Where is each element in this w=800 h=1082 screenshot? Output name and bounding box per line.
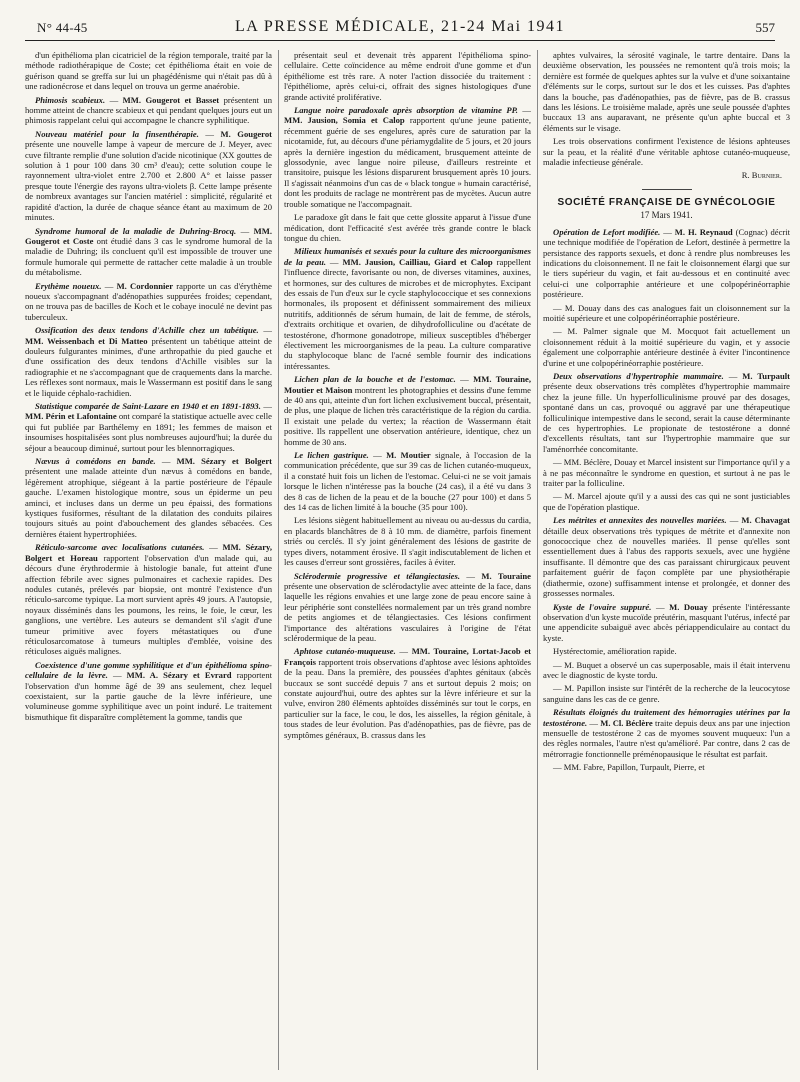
column-divider [537,50,538,1070]
article-text: présente une observation de sclérodactylie avec atteinte de la face, dans laquelle les régions envahies et une large zone de peau encore saine à leur périphérie sont constellées normalement par un très grand nombre de petits angiomes et de télangiectasies. Ces lésions confirment l'importance des altérations vasculaires à l'origine de l'état sclérodermique de la peau. [284,580,531,643]
paragraph: — M. Buquet a observé un cas superposable, mais il était intervenu avec le diagnostic de kyste tordu. [543,659,790,680]
article-entry: Syndrome humoral de la maladie de Duhring-Brocq. — MM. Gougerot et Coste ont étudié dans 3 cas le syndrome humoral de la maladie de Duhring; ils concluent qu'il est impossible de trouver une formule humorale qui permette de rattacher cette maladie à un trouble du métabolisme. [25,225,272,278]
article-title: Sclérodermie progressive et télangiectasies. [294,570,460,581]
article-text: rapportent l'observation d'un malade qui, au décours d'une érythrodermie à histologie banale, fut atteint d'une affection fébrile avec signes pulmonaires et cachexie rapides. Des nodules cutanés, prélevés par biopsie, ont montré l'existence d'un réticulo-sarcome typique. La mort survient après 49 jours. A l'autopsie, noyaux disséminés dans les poumons, les reins, le foie, le cœur, les ganglions, une vertèbre. Les auteurs se demandent s'il s'agit d'une tumeur primitive avec foyers métastatiques ou d'une réticulosarcomatose à tumeurs multiples d'emblée, voisine des réticuloses aiguës malignes. [25,552,272,657]
article-title: Résultats éloignés du traitement des hémorragies utérines par la testostérone. [543,707,790,728]
article-entry: Erythème noueux. — M. Cordonnier rapporte un cas d'érythème noueux s'accompagnant d'adénopathies suppurées froides; cependant, on ne trouva pas de bacilles de Koch et le cobaye inoculé ne devint pas tuberculeux. [25,280,272,322]
article-entry: Sclérodermie progressive et télangiectasies. — M. Touraine présente une observation de sclérodactylie avec atteinte de la face, dans laquelle les régions envahies et une large zone de peau encore saine à leur périphérie sont constellées normalement par un très grand nombre de petits angiomes et de télangiectasies. Ces lésions confirment l'importance des altérations vasculaires à l'origine de l'état sclérodermique de la peau. [284,570,531,643]
article-entry: Nouveau matériel pour la finsenthérapie. — M. Gougerot présente une nouvelle lampe à vapeur de mercure de J. Meyer, avec cuve filtrante remplie d'une solution d'acide nicotinique (XX gouttes de solution à 1 pour 100 dans 30 cm³ d'eau); cette solution coupe le rayonnement ultra-violet entre 2.700 et 2.800 A° et laisse passer presque toute l'énergie des rayons ultra-violets β. Cette lampe présente de nombreux avantages sur l'ancien matériel : simplicité, régularité et rapidité d'action, la durée de chaque séance étant au maximum de 20 minutes. [25,128,272,223]
paragraph: Les trois observations confirment l'existence de lésions aphteuses sur la peau, et la réalité d'une véritable aphtose cutanéo-muqueuse, maladie infectieuse générale. [543,136,790,168]
article-title: Aphtose cutanéo-muqueuse. [294,646,396,657]
article-entry: Lichen plan de la bouche et de l'estomac. — MM. Touraine, Moutier et Maison montrent les photographies et dessins d'une femme de 40 ans qui, atteinte d'un fort lichen exclusivement buccal, présentait, de plus, une plaque de lichen très caractéristique de la région du cardia. Il existait une pelade du vertex; la réaction de Wassermann était positive. Ils rappellent une observation antérieure, identique, chez un homme de 30 ans. [284,374,531,447]
article-text: rappellent l'influence directe, favorisante ou non, de diverses vitamines, auxines, et hormones, sur des cultures de microbes et de microphytes. Excipant des essais de l'un d'eux sur le cycle staphylococcique et ses connexions hormonales, ils proposent et définissent sommairement des milieux nutritifs, additionnés de sérum humain, de lait de femme, de stérols, d'extraits orchitique et ovarien, de dihydrofolliculine ou d'acétate de testostérone, d'hormone gonadotrope, milieux susceptibles d'héberger électivement les microorganismes de la peau. La culture comparative du staphylocoque blanc de l'acné semble fournir des indications intéressantes. [284,256,531,371]
article-authors: MM. Sézary, Bolgert et Horeau [25,542,272,563]
article-entry: Langue noire paradoxale après absorption de vitamine PP. — MM. Jausion, Somia et Calop rapportent qu'une jeune patiente, récemment guérie de ses engelures, après cure de saturation par la nicotamide, fut, au décours d'une périamygdalite de 5 jours, et 20 jours après la dernière ingestion du médicament, brusquement atteinte de glossodynie, avec langue noire pileuse, d'ailleurs restreinte et transitoire, puisque les lésions disparurent brusquement après 10 jours. Il s'agissait néanmoins d'un cas de « black tongue » humain caractérisé, dont les produits de raclage ne montrèrent pas de mycètes. Aucun autre trouble somatique ne l'accompagnait. [284,105,531,209]
article-authors: MM. Weissenbach et Di Matteo [25,335,148,346]
article-authors: M. Gougerot [220,128,272,139]
article-authors: M. Cordonnier [116,280,174,291]
issue-number: N° 44-45 [37,20,88,35]
journal-title: LA PRESSE MÉDICALE, 21-24 Mai 1941 [234,18,566,35]
article-authors: MM. Sézary et Bolgert [176,456,272,467]
article-entry: Le lichen gastrique. — M. Moutier signale, à l'occasion de la communication précédente, que sur 39 cas de lichen cutanéo-muqueux, il a constaté huit fois un lichen de l'estomac. Celui-ci ne se voit jamais lorsque le lichen n'intéresse pas la bouche (24 cas), il a été vu dans 3 des 8 cas de lichen de la peau et de la bouche (27 pour 100) et dans 5 des 14 cas de lichen limité à la bouche (35 pour 100). [284,450,531,513]
article-text: signale, à l'occasion de la communication précédente, que sur 39 cas de lichen cutanéo-muqueux, il a constaté huit fois un lichen de l'estomac. Celui-ci ne se voit jamais lorsque le lichen n'intéresse pas la bouche (24 cas), il a été vu dans 3 des 8 cas de lichen de la peau et de la bouche (27 pour 100) et dans 5 des 14 cas de lichen limité à la bouche (35 pour 100). [284,450,531,513]
article-title: Coexistence d'une gomme syphilitique et d'un épithélioma spino-cellulaire de la lèvre. [25,659,272,681]
article-title: Deux observations d'hypertrophie mammaire. [553,370,724,381]
article-authors: MM. Jausion, Somia et Calop [284,115,405,126]
article-entry: Milieux humanisés et sexués pour la culture des microorganismes de la peau. — MM. Jausion, Cailliau, Giard et Calop rappellent l'influence directe, favorisante ou non, de diverses vitamines, auxines, et hormones, sur des cultures de microbes et de microphytes. Excipant des essais de l'un d'eux sur le cycle staphylococcique et ses connexions hormonales, ils proposent et définissent sommairement des milieux nutritifs, additionnés de sérum humain, de lait de femme, de stérols, d'extraits orchitique et ovarien, de dihydrofolliculine ou d'acétate de testostérone, d'hormone gonadotrope, milieux susceptibles d'héberger électivement les microorganismes de la peau. La culture comparative du staphylocoque blanc de l'acné semble fournir des indications intéressantes. [284,246,531,371]
article-entry: Ossification des deux tendons d'Achille chez un tabétique. — MM. Weissenbach et Di Matteo présentent un tabétique atteint de douleurs fulgurantes minimes, d'une arthropathie du pied gauche et d'une ossification des deux tendons d'Achille visibles sur la radiographie et ne s'accompagnant que de craquements dans la marche. Les réflexes sont normaux, mais le Wassermann est positif dans le sang et le liquide céphalo-rachidien. [25,325,272,398]
paragraph: — M. Palmer signale que M. Mocquot fait actuellement un cloisonnement réduit à la moitié supérieure du vagin, et y associe également une colporraphie antérieure destinée à éviter l'incontinence d'urine et une colpopérinéorraphie postérieure. [543,326,790,368]
article-title: Lichen plan de la bouche et de l'estomac. [294,374,456,385]
article-authors: M. Touraine [481,570,531,581]
article-text: présente deux observations très complètes d'hypertrophie mammaire chez la jeune fille. Un hyperfolliculinisme prouvé par des dosages, spontané dans un cas, provoqué ou aggravé par une thérapeutique folliculinique intempestive dans le second, serait la cause déterminante de ces hypertrophies. Le propionate de testostérone a donné d'excellents résultats, tant sur l'hypertrophie mammaire que sur l'aménorrhée concomitante. [543,381,790,454]
article-text: traite depuis deux ans par une injection mensuelle de testostérone 2 cas de myomes souvent muqueux: l'un a des règles normales, l'autre n'est qu'amélioré. Par contre, dans 2 cas de métrorragie fonctionnelle préménopausique le résultat est parfait. [543,717,790,759]
text-columns [25,50,790,1072]
article-text: (Cognac) décrit une technique modifiée de l'opération de Lefort, destinée à permettre la persistance des rapports sexuels, et donc à rendre plus nombreuses les indications du cloisonnement. Il ne fait le cloisonnement élargi que sur le tiers supérieur du vagin, et fait au-dessous et en continuité avec celui-ci une colporraphie antérieure et une colpopérinéorraphie postérieure. [543,226,790,300]
article-entry: Statistique comparée de Saint-Lazare en 1940 et en 1891-1893. — MM. Périn et Lafontaine ont comparé la statistique actuelle avec celle qui fut publiée par Barthélemy en 1891; les femmes de maison et insoumises hospitalisées sont plus nombreuses aujourd'hui; la durée du séjour a beaucoup diminué, surtout pour les blennorragiques. [25,401,272,453]
separator-rule [642,189,692,190]
article-authors: M. H. Reynaud [674,226,733,237]
article-authors: MM. Jausion, Cailliau, Giard et Calop [342,256,493,267]
article-title: Les métrites et annexites des nouvelles mariées. [553,515,727,526]
article-title: Opération de Lefort modifiée. [553,226,661,237]
article-authors: M. Turpault [742,370,790,381]
article-title: Langue noire paradoxale après absorption de vitamine PP. [294,105,518,116]
article-authors: MM. Périn et Lafontaine [25,411,117,422]
article-title: Erythème noueux. [35,280,102,291]
paragraph: — M. Douay dans des cas analogues fait un cloisonnement sur la moitié supérieure et une colpopérinéorraphie postérieure. [543,302,790,323]
article-title: Syndrome humoral de la maladie de Duhring-Brocq. [35,225,237,236]
paragraph: présentait seul et devenait très apparent l'épithélioma spino-cellulaire. Cette coïncidence au même endroit d'une gomme et d'un épithéliome est très rare. A noter l'action dissociée du traitement : l'épithéliome, après celui-ci, offrait des signes histologiques d'une grande activité proliférative. [284,50,531,102]
article-title: Milieux humanisés et sexués pour la culture des microorganismes de la peau. [284,246,531,267]
article-entry: Coexistence d'une gomme syphilitique et d'un épithélioma spino-cellulaire de la lèvre. — MM. A. Sézary et Evrard rapportent l'observation d'un homme âgé de 39 ans seulement, chez lequel coexistaient, sur la partie gauche de la lèvre inférieure, une volumineuse gomme syphilitique avec un point induré. Le traitement bismuthique fit disparaître complètement la gomme, tandis que [25,659,272,722]
article-title: Nævus à comédons en bande. [35,456,156,467]
article-title: Le lichen gastrique. [294,450,369,461]
paragraph: Hystérectomie, amélioration rapide. [553,646,677,657]
section-heading: SOCIÉTÉ FRANÇAISE DE GYNÉCOLOGIE [557,196,776,208]
article-title: Nouveau matériel pour la finsenthérapie. [35,128,199,139]
paragraph: Le paradoxe gît dans le fait que cette glossite apparut à l'issue d'une médication, dont l'efficacité s'est avérée très grande contre le black tongue du chien. [284,212,531,243]
paragraph: — M. Papillon insiste sur l'intérêt de la recherche de la leucocytose sanguine dans les cas de ce genre. [543,683,790,704]
article-text: ont comparé la statistique actuelle avec celle qui fut publiée par Barthélemy en 1891; les femmes de maison et insoumises hospitalisées sont plus nombreuses aujourd'hui; la durée du séjour a beaucoup diminué, surtout pour les blennorragiques. [25,411,272,453]
article-entry: Réticulo-sarcome avec localisations cutanées. — MM. Sézary, Bolgert et Horeau rapportent l'observation d'un malade qui, au décours d'une érythrodermie à histologie banale, fut atteint d'une affection fébrile avec signes pulmonaires et cachexie rapides. Des nodules cutanés, prélevés par biopsie, ont montré l'existence d'un réticulo-sarcome typique. La mort survient après 49 jours. A l'autopsie, noyaux disséminés dans les poumons, les reins, le foie, le cœur, les ganglions, une vertèbre. Les auteurs se demandent s'il s'agit d'une tumeur primitive avec foyers métastatiques ou d'une réticulosarcomatose à tumeurs multiples d'emblée, voisine des réticuloses aiguës malignes. [25,542,272,657]
article-text: présentent un tabétique atteint de douleurs fulgurantes minimes, d'une arthropathie du pied gauche et d'une ossification des deux tendons d'Achille visibles sur la radiographie et ne s'accompagnant que de craquements dans la marche. Les réflexes sont normaux, mais le Wassermann est positif dans le sang et le liquide céphalo-rachidien. [25,335,272,398]
column-3 [543,50,790,1070]
article-authors: MM. Gougerot et Basset [122,94,220,105]
article-text: présentent un homme atteint de chancre scabieux et qui pendant quelques jours eut un phimosis rappelant celui qui accompagne le chancre syphilitique. [25,94,272,126]
article-authors: MM. Touraine, Moutier et Maison [284,374,531,395]
article-authors: M. Moutier [386,450,431,461]
paragraph: — MM. Béclère, Douay et Marcel insistent sur l'importance qu'il y a à ne pas méconnaître le syndrome en question, et surtout à ne pas le traiter par la folliculine. [543,457,790,489]
paragraph: aphtes vulvaires, la sérosité vaginale, le tartre dentaire. Dans la deuxième observation, les poussées ne remontent qu'à trois mois; la dernière est formée de quelques aphtes sur la vulve et d'une soixantaine d'éléments sur le corps, surtout sur le dos et les cuisses. Pas d'aphtes dans la bouche, pas d'adénopathies, pas de fièvre, pas de B. crassus dans les lésions. Le troisième malade, après une seule poussée d'aphtes buccaux 13 ans auparavant, ne présente qu'un aphte buccal et 3 éléments sur le visage. [543,50,790,133]
article-title: Phimosis scabieux. [35,94,106,105]
article-entry: Nævus à comédons en bande. — MM. Sézary et Bolgert présentent une malade atteinte d'un nævus à comédons en bande, légèrement atrophique, siégeant à la partie postérieure de l'épaule gauche. L'examen histologique montre, sous un épiderme un peu aminci, et incluses dans un derme un peu épaissi, des formations kystiques fusiformes, résultant de la dilatation des conduits pilaires toujours situés au point d'abouchement des glandes sébacées. Ces dernières étaient hypertrophiées. [25,456,272,539]
page-header [25,18,775,41]
article-title: Réticulo-sarcome avec localisations cutanées. [35,542,205,553]
page-number: 557 [755,20,775,35]
article-authors: MM. Gougerot et Coste [25,225,272,246]
session-date: 17 Mars 1941. [640,210,693,221]
column-divider [278,50,279,1070]
article-text: présentent une malade atteinte d'un nævus à comédons en bande, légèrement atrophique, siégeant à la partie postérieure de l'épaule gauche. L'examen histologique montre, sous un épiderme un peu aminci, et incluses dans un derme un peu épaissi, des formations kystiques fusiformes, résultant de la dilatation des conduits pilaires toujours situés au point d'abouchement des glandes sébacées. Ces dernières étaient hypertrophiées. [25,466,272,539]
article-text: détaille deux observations très typiques de métrite et d'annexite non gonococcique chez de nouvelles mariées. Il pense qu'elles sont essentiellement dues à l'abus des rapports sexuels, avec une hygiène insuffisante. Il démontre que des cas paraissant chirurgicaux peuvent parfaitement guérir de façon complète par une physiothérapie (diathermie, ozone) suffisamment intense et prolongée, et donner des grossesses normales. [543,525,790,599]
article-text: présente l'intéressante observation d'un kyste mucoïde préutérin, masquant l'utérus, infecté par une appendicite subaiguë avec abcès périappendiculaire au contact du kyste. [543,601,790,643]
article-entry: Phimosis scabieux. — MM. Gougerot et Basset présentent un homme atteint de chancre scabieux et qui pendant quelques jours eut un phimosis rappelant celui qui accompagne le chancre syphilitique. [25,94,272,126]
article-text: rapportent qu'une jeune patiente, récemment guérie de ses engelures, après cure de saturation par la nicotamide, fut, au décours d'une périamygdalite de 5 jours, et 20 jours après la dernière ingestion du médicament, brusquement atteinte de glossodynie, avec langue noire pileuse, d'ailleurs restreinte et transitoire, puisque les lésions disparurent brusquement après 10 jours. Il s'agissait néanmoins d'un cas de « black tongue » humain caractérisé, dont les produits de raclage ne montrèrent pas de mycètes. Aucun autre trouble somatique ne l'accompagnait. [284,115,531,209]
article-authors: MM. A. Sézary et Evrard [126,670,232,681]
column-1 [25,50,272,1070]
article-text: rapporte un cas d'érythème noueux s'accompagnant d'adénopathies suppurées froides; cependant, on ne trouva pas de bacilles de Koch et le cobaye inoculé ne devint pas tuberculeux. [25,280,272,322]
paragraph: — M. Marcel ajoute qu'il y a aussi des cas qui ne sont justiciables que de l'opération plastique. [543,491,790,512]
article-text: montrent les photographies et dessins d'une femme de 40 ans qui, atteinte d'un fort lichen exclusivement buccal, présentait, de plus, une plaque de lichen très caractéristique de la région du cardia. Il existait une pelade du vertex; la réaction de Wassermann était positive. Ils rappellent une observation antérieure, identique, chez un homme de 30 ans. [284,384,531,447]
article-text: présente une nouvelle lampe à vapeur de mercure de J. Meyer, avec cuve filtrante remplie d'une solution d'acide nicotinique (XX gouttes de solution à 1 pour 100 dans 30 cm³ d'eau); cette solution coupe le rayonnement ultra-violet entre 2.700 et 2.800 A° et laisse passer presque toute l'énergie des rayons ultra-violets β. Cette lampe présente de nombreux avantages sur l'ancien matériel : simplicité, régularité et rapidité d'action, la durée de chaque séance étant au maximum de 20 minutes. [25,139,272,223]
paragraph: Les lésions siègent habituellement au niveau ou au-dessus du cardia, en placards blanchâtres de 8 à 10 mm. de diamètre, parfois finement striés ou cerclés. Il s'y joint généralement des lésions de gastrite de types divers, notamment érosive. Il s'agit indiscutablement de lichen et les causes d'erreur sont grossières, faciles à éviter. [284,515,531,568]
article-authors: M. Chavagat [741,515,790,526]
article-text: rapportent trois observations d'aphtose avec lésions aphtoïdes de la peau. Dans la première, des poussées d'aphtes génitaux (abcès buccaux se sont succédé depuis 7 ans et surtout depuis 2 mois; on constate aujourd'hui, outre des aphtes sur la lèvre inférieure et sur la vulve, environ 280 éléments aphtoïdes disséminés sur tout le corps, en particulier sur la face, le cou, le dos, les aisselles, la région génitale, à tous stades de leur évolution. Pas d'adénopathies, pas de fièvre, pas de symptômes généraux, B. crassus dans les [284,656,531,740]
signature: R. Burnier. [741,170,782,181]
article-authors: M. Douay [669,601,708,612]
article-entry: Kyste de l'ovaire suppuré. — M. Douay présente l'intéressante observation d'un kyste mucoïde préutérin, masquant l'utérus, infecté par une appendicite subaiguë avec abcès périappendiculaire au contact du kyste. [543,601,790,643]
paragraph: — MM. Fabre, Papillon, Turpault, Pierre, et [553,762,705,773]
column-2 [284,50,531,1070]
article-entry: Deux observations d'hypertrophie mammaire. — M. Turpault présente deux observations très complètes d'hypertrophie mammaire chez la jeune fille. Un hyperfolliculinisme prouvé par des dosages, spontané dans un cas, provoqué ou aggravé par une thérapeutique folliculinique intempestive dans le second, serait la cause déterminante de ces hypertrophies. Le propionate de testostérone a donné d'excellents résultats, tant sur l'hypertrophie mammaire que sur l'aménorrhée concomitante. [543,370,790,454]
article-authors: M. Cl. Béclère [600,717,653,728]
article-title: Statistique comparée de Saint-Lazare en 1940 et en 1891-1893. [35,401,261,411]
article-entry: Aphtose cutanéo-muqueuse. — MM. Touraine, Lortat-Jacob et François rapportent trois observations d'aphtose avec lésions aphtoïdes de la peau. Dans la première, des poussées d'aphtes génitaux (abcès buccaux se sont succédé depuis 7 ans et surtout depuis 2 mois; on constate aujourd'hui, outre des aphtes sur la lèvre inférieure et sur la vulve, environ 280 éléments aphtoïdes disséminés sur tout le corps, en particulier sur la face, le cou, le dos, les aisselles, la région génitale, à tous stades de leur évolution. Pas d'adénopathies, pas de fièvre, pas de symptômes généraux, B. crassus dans les [284,646,531,740]
article-entry: Les métrites et annexites des nouvelles mariées. — M. Chavagat détaille deux observations très typiques de métrite et d'annexite non gonococcique chez de nouvelles mariées. Il pense qu'elles sont essentiellement dues à l'abus des rapports sexuels, avec une hygiène insuffisante. Il démontre que des cas paraissant chirurgicaux peuvent parfaitement guérir de façon complète par une physiothérapie (diathermie, ozone) suffisamment intense et prolongée, et donner des grossesses normales. [543,515,790,599]
article-text: ont étudié dans 3 cas le syndrome humoral de la maladie de Duhring; ils concluent qu'il est impossible de trouver une formule humorale qui permette de rattacher cette maladie à un trouble du métabolisme. [25,235,272,278]
article-entry: Résultats éloignés du traitement des hémorragies utérines par la testostérone. — M. Cl. Béclère traite depuis deux ans par une injection mensuelle de testostérone 2 cas de myomes souvent muqueux: l'un a des règles normales, l'autre n'est qu'amélioré. Par contre, dans 2 cas de métrorragie fonctionnelle préménopausique le résultat est parfait. [543,707,790,759]
paragraph: d'un épithélioma plan cicatriciel de la région temporale, traité par la méthode radiothérapique de Coste; cet épithélioma était en voie de guérison quand se greffa sur lui un phagédénisme qui n'était pas dû à une radionécrose et dans lequel on trouva un germe anaérobie. [25,50,272,92]
article-title: Ossification des deux tendons d'Achille chez un tabétique. [35,325,259,336]
article-title: Kyste de l'ovaire suppuré. [553,601,652,612]
article-entry: Opération de Lefort modifiée. — M. H. Reynaud (Cognac) décrit une technique modifiée de l'opération de Lefort, destinée à permettre la persistance des rapports sexuels, et donc à rendre plus nombreuses les indications du cloisonnement. Il ne fait le cloisonnement élargi que sur le tiers supérieur du vagin, et fait au-dessous et en continuité avec celui-ci une colporraphie antérieure et une colpopérinéorraphie postérieure. [543,226,790,300]
article-text: rapportent l'observation d'un homme âgé de 39 ans seulement, chez lequel coexistaient, sur la partie gauche de la lèvre inférieure, une volumineuse gomme syphilitique avec un point induré. Le traitement bismuthique fit disparaître complètement la gomme, tandis que [25,670,272,722]
article-authors: MM. Touraine, Lortat-Jacob et François [284,646,531,667]
